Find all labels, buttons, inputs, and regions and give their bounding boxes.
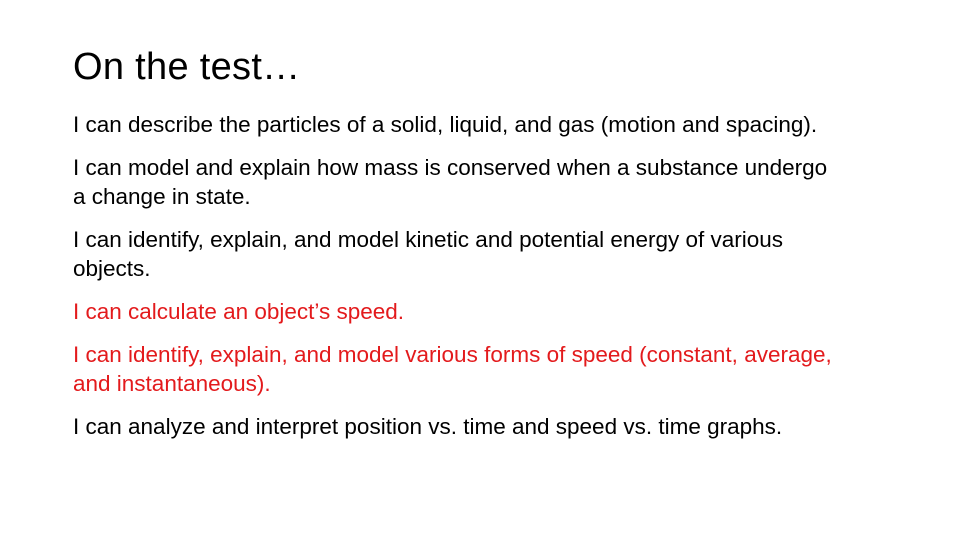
learning-target-item-highlighted: I can calculate an object’s speed. bbox=[73, 299, 405, 324]
learning-target-item-highlighted: I can identify, explain, and model various forms of speed (constant, average, and instantaneous). bbox=[73, 342, 832, 396]
learning-target-item: I can identify, explain, and model kinetic and potential energy of various objects. bbox=[73, 227, 784, 281]
learning-targets-list bbox=[73, 110, 913, 455]
learning-target-item: I can model and explain how mass is conserved when a substance undergo a change in state. bbox=[73, 155, 828, 209]
learning-target-item: I can describe the particles of a solid, liquid, and gas (motion and spacing). bbox=[73, 112, 818, 137]
slide-title: On the test… bbox=[73, 46, 301, 88]
learning-target-item: I can analyze and interpret position vs. time and speed vs. time graphs. bbox=[73, 414, 783, 439]
